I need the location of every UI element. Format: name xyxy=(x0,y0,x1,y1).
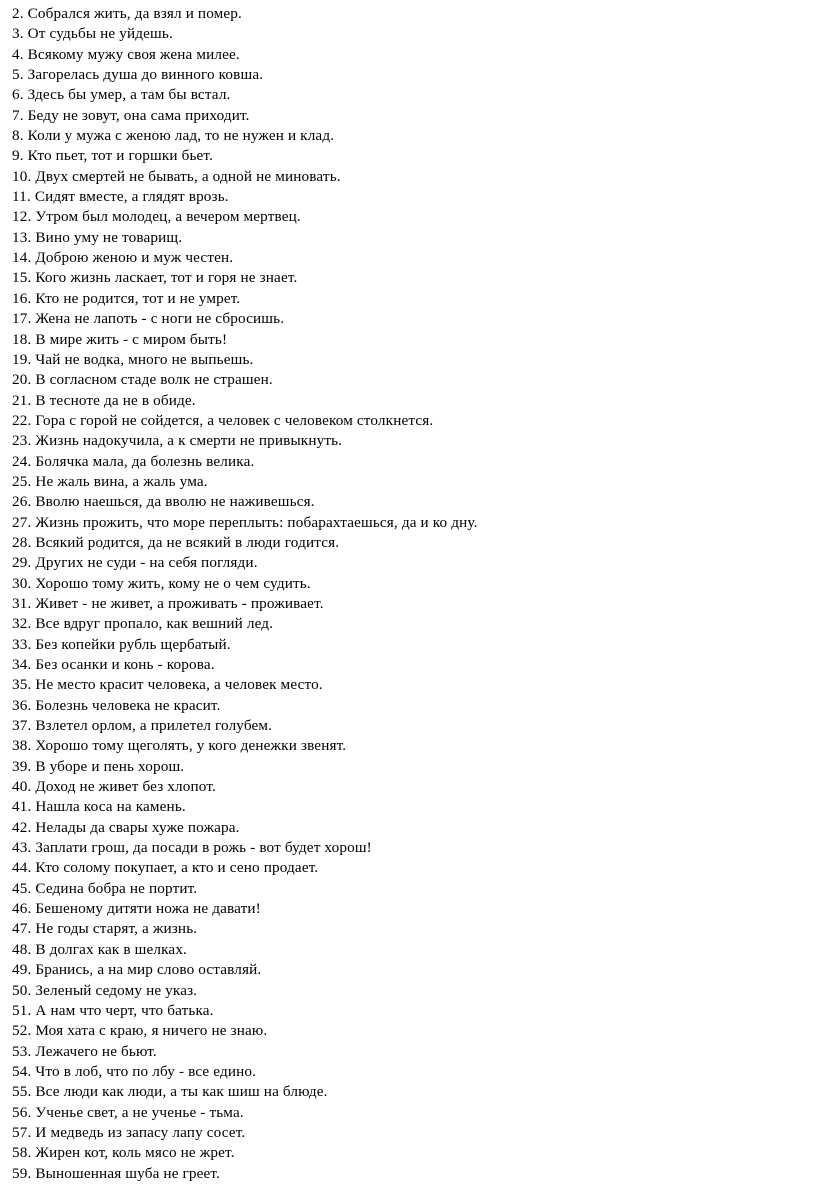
list-item-number: 43. xyxy=(12,839,32,857)
list-item-text: Сидят вместе, а глядят врозь. xyxy=(34,188,229,206)
list-item-text: Кто не родится, тот и не умрет. xyxy=(35,289,241,307)
list-item xyxy=(12,1042,776,1062)
list-item-number: 58. xyxy=(12,1144,32,1162)
list-item-number: 15. xyxy=(12,269,32,287)
list-item-text: Не годы старят, а жизнь. xyxy=(35,920,198,938)
list-item-text: Утром был молодец, а вечером мертвец. xyxy=(35,208,301,226)
list-item xyxy=(12,167,776,187)
list-item xyxy=(12,431,776,451)
list-item-number: 24. xyxy=(12,452,32,470)
list-item-number: 11. xyxy=(12,188,31,206)
list-item-text: Всякий родится, да не всякий в люди годится. xyxy=(35,533,340,551)
list-item-text: Коли у мужа с женою лад, то не нужен и клад. xyxy=(27,127,335,145)
list-item xyxy=(12,452,776,472)
list-item-number: 57. xyxy=(12,1123,32,1141)
list-item-text: Все вдруг пропало, как вешний лед. xyxy=(35,615,274,633)
list-item-text: Других не суди - на себя погляди. xyxy=(35,554,258,572)
list-item xyxy=(12,472,776,492)
list-item-number: 3. xyxy=(12,25,24,43)
list-item-text: Взлетел орлом, а прилетел голубем. xyxy=(35,717,273,735)
list-item xyxy=(12,268,776,288)
list-item-text: Гора с горой не сойдется, а человек с человеком столкнется. xyxy=(35,411,434,429)
list-item xyxy=(12,1103,776,1123)
list-item-text: В долгах как в шелках. xyxy=(35,940,188,958)
list-item xyxy=(12,757,776,777)
list-item xyxy=(12,330,776,350)
list-item xyxy=(12,594,776,614)
list-item-number: 50. xyxy=(12,981,32,999)
list-item-text: Кто пьет, тот и горшки бьет. xyxy=(27,147,214,165)
list-item xyxy=(12,411,776,431)
list-item xyxy=(12,228,776,248)
list-item-text: Жена не лапоть - с ноги не сбросишь. xyxy=(35,310,285,328)
list-item xyxy=(12,553,776,573)
list-item xyxy=(12,85,776,105)
list-item-text: Жирен кот, коль мясо не жрет. xyxy=(35,1144,235,1162)
list-item-text: В мире жить - с миром быть! xyxy=(35,330,228,348)
list-item-text: Вволю наешься, да вволю не наживешься. xyxy=(35,493,315,511)
list-item xyxy=(12,1164,776,1184)
list-item-number: 5. xyxy=(12,66,24,84)
list-item-number: 51. xyxy=(12,1001,32,1019)
list-item xyxy=(12,187,776,207)
list-item xyxy=(12,696,776,716)
list-item-number: 59. xyxy=(12,1164,32,1182)
list-item xyxy=(12,818,776,838)
list-item xyxy=(12,1001,776,1021)
list-item-number: 14. xyxy=(12,249,32,267)
list-item-text: Загорелась душа до винного ковша. xyxy=(27,66,264,84)
list-item-text: Без осанки и конь - корова. xyxy=(35,656,215,673)
list-item-number: 26. xyxy=(12,493,32,511)
list-item-text: Болячка мала, да болезнь велика. xyxy=(35,452,255,470)
list-item xyxy=(12,65,776,85)
list-item-text: А нам что черт, что батька. xyxy=(35,1001,214,1019)
list-item-number: 48. xyxy=(12,940,32,958)
list-item xyxy=(12,4,776,24)
list-item-text: Собрался жить, да взял и помер. xyxy=(27,5,243,22)
list-item-number: 54. xyxy=(12,1062,32,1080)
list-item-text: В согласном стаде волк не страшен. xyxy=(35,371,273,389)
list-item xyxy=(12,1143,776,1163)
list-item-text: В уборе и пень хорош. xyxy=(35,757,185,775)
list-item-text: Ученье свет, а не ученье - тьма. xyxy=(35,1103,244,1121)
list-item xyxy=(12,614,776,634)
proverb-list xyxy=(12,4,776,1184)
list-item-text: Здесь бы умер, а там бы встал. xyxy=(27,86,231,104)
list-item-number: 21. xyxy=(12,391,32,409)
list-item-text: Жизнь прожить, что море переплыть: побарахтаешься, да и ко дну. xyxy=(35,513,478,531)
list-item xyxy=(12,838,776,858)
list-item-number: 31. xyxy=(12,594,32,612)
list-item xyxy=(12,1082,776,1102)
list-item-text: Нашла коса на камень. xyxy=(35,798,186,816)
list-item-number: 47. xyxy=(12,920,32,938)
list-item xyxy=(12,879,776,899)
list-item-number: 20. xyxy=(12,371,32,389)
list-item-number: 46. xyxy=(12,900,32,918)
list-item-number: 22. xyxy=(12,411,32,429)
list-item xyxy=(12,126,776,146)
list-item xyxy=(12,716,776,736)
list-item xyxy=(12,45,776,65)
list-item xyxy=(12,675,776,695)
list-item-number: 28. xyxy=(12,533,32,551)
list-item xyxy=(12,391,776,411)
list-item xyxy=(12,797,776,817)
list-item-number: 55. xyxy=(12,1083,32,1101)
list-item xyxy=(12,350,776,370)
list-item-text: Жизнь надокучила, а к смерти не привыкнуть. xyxy=(35,432,343,450)
list-item-number: 9. xyxy=(12,147,24,165)
list-item-text: Заплати грош, да посади в рожь - вот будет хорош! xyxy=(35,839,372,857)
list-item-number: 37. xyxy=(12,717,32,735)
list-item-number: 12. xyxy=(12,208,32,226)
list-item xyxy=(12,940,776,960)
list-item-text: Седина бобра не портит. xyxy=(35,879,198,897)
list-item-text: И медведь из запасу лапу сосет. xyxy=(35,1123,246,1141)
list-item-number: 17. xyxy=(12,310,32,328)
list-item-number: 32. xyxy=(12,615,32,633)
list-item-number: 38. xyxy=(12,737,32,755)
list-item xyxy=(12,736,776,756)
list-item-text: Не место красит человека, а человек место. xyxy=(35,676,323,694)
list-item xyxy=(12,858,776,878)
list-item xyxy=(12,981,776,1001)
list-item-number: 36. xyxy=(12,696,32,714)
list-item-text: В тесноте да не в обиде. xyxy=(35,391,196,409)
list-item-number: 33. xyxy=(12,635,32,653)
list-item-text: От судьбы не уйдешь. xyxy=(27,25,173,43)
list-item-number: 40. xyxy=(12,778,32,796)
list-item xyxy=(12,289,776,309)
list-item-text: Что в лоб, что по лбу - все едино. xyxy=(35,1062,257,1080)
list-item-number: 45. xyxy=(12,879,32,897)
list-item-number: 19. xyxy=(12,350,32,368)
list-item-text: Всякому мужу своя жена милее. xyxy=(27,45,240,63)
list-item-text: Доброю женою и муж честен. xyxy=(35,249,234,267)
list-item-text: Бранись, а на мир слово оставляй. xyxy=(35,961,262,979)
list-item-text: Хорошо тому щеголять, у кого денежки звенят. xyxy=(35,737,347,755)
list-item xyxy=(12,207,776,227)
list-item-number: 8. xyxy=(12,127,24,145)
list-item-number: 44. xyxy=(12,859,32,877)
list-item xyxy=(12,24,776,44)
list-item-number: 42. xyxy=(12,818,32,836)
list-item xyxy=(12,248,776,268)
list-item-text: Живет - не живет, а проживать - проживает. xyxy=(35,594,324,612)
list-item-number: 25. xyxy=(12,472,32,490)
list-item-number: 18. xyxy=(12,330,32,348)
list-item-text: Лежачего не бьют. xyxy=(35,1042,157,1060)
list-item xyxy=(12,513,776,533)
list-item-number: 53. xyxy=(12,1042,32,1060)
list-item xyxy=(12,1062,776,1082)
list-item-number: 10. xyxy=(12,167,32,185)
list-item-text: Без копейки рубль щербатый. xyxy=(35,635,231,653)
list-item xyxy=(12,106,776,126)
list-item-text: Болезнь человека не красит. xyxy=(35,696,221,714)
list-item-text: Зеленый седому не указ. xyxy=(35,981,198,999)
list-item-number: 2. xyxy=(12,5,24,22)
list-item xyxy=(12,919,776,939)
list-item-text: Кто солому покупает, а кто и сено продает. xyxy=(35,859,319,877)
list-item xyxy=(12,635,776,655)
list-item xyxy=(12,1021,776,1041)
list-item-number: 34. xyxy=(12,656,32,673)
list-item-number: 52. xyxy=(12,1022,32,1040)
list-item-number: 13. xyxy=(12,228,32,246)
list-item xyxy=(12,655,776,675)
list-item-text: Нелады да свары хуже пожара. xyxy=(35,818,240,836)
list-item-number: 6. xyxy=(12,86,24,104)
list-item-number: 7. xyxy=(12,106,24,124)
list-item-text: Хорошо тому жить, кому не о чем судить. xyxy=(35,574,311,592)
list-item-number: 35. xyxy=(12,676,32,694)
list-item-number: 39. xyxy=(12,757,32,775)
list-item-number: 49. xyxy=(12,961,32,979)
list-item xyxy=(12,574,776,594)
list-item-number: 16. xyxy=(12,289,32,307)
list-item xyxy=(12,1123,776,1143)
list-item xyxy=(12,492,776,512)
list-item-text: Все люди как люди, а ты как шиш на блюде. xyxy=(35,1083,328,1101)
list-item xyxy=(12,899,776,919)
list-item xyxy=(12,533,776,553)
list-item xyxy=(12,777,776,797)
list-item xyxy=(12,960,776,980)
list-item-number: 30. xyxy=(12,574,32,592)
list-item xyxy=(12,309,776,329)
list-item-text: Беду не зовут, она сама приходит. xyxy=(27,106,250,124)
list-item-text: Моя хата с краю, я ничего не знаю. xyxy=(35,1022,268,1040)
list-item-number: 4. xyxy=(12,45,24,63)
list-item-text: Чай не водка, много не выпьешь. xyxy=(35,350,254,368)
list-item-number: 23. xyxy=(12,432,32,450)
list-item-text: Кого жизнь ласкает, тот и горя не знает. xyxy=(35,269,298,287)
list-item-text: Вино уму не товарищ. xyxy=(35,228,183,246)
list-item-number: 41. xyxy=(12,798,32,816)
list-item xyxy=(12,370,776,390)
list-item-number: 56. xyxy=(12,1103,32,1121)
list-item-number: 29. xyxy=(12,554,32,572)
list-item-text: Бешеному дитяти ножа не давати! xyxy=(35,900,261,918)
list-item-text: Двух смертей не бывать, а одной не миновать. xyxy=(35,167,341,185)
list-item-text: Выношенная шуба не греет. xyxy=(35,1164,221,1182)
list-item-number: 27. xyxy=(12,513,32,531)
list-item xyxy=(12,146,776,166)
list-item-text: Не жаль вина, а жаль ума. xyxy=(35,472,208,490)
list-item-text: Доход не живет без хлопот. xyxy=(35,778,216,796)
